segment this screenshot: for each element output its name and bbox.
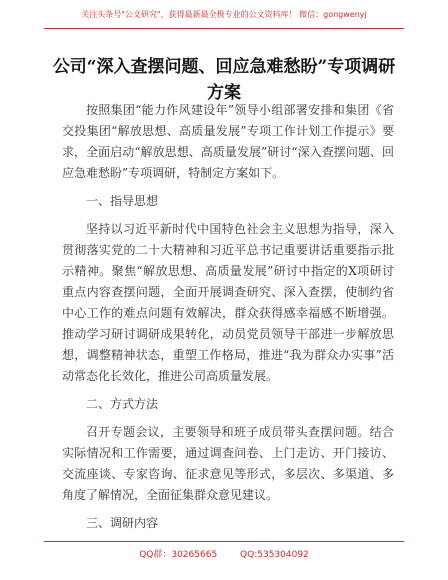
header-divider (44, 28, 404, 29)
footer-divider (44, 541, 404, 542)
header-promo-text: 关注头条号"公文研究"，获得最新最全极专业的公文资料库！ 微信：gongwenyj (81, 10, 367, 19)
section-heading-methods: 二、方式方法 (86, 397, 159, 411)
footer-qq-group: QQ群：30265665 (139, 550, 218, 560)
document-body (62, 100, 394, 541)
section-paragraph-methods: 召开专题会议，主要领导和班子成员带头查摆问题。结合实际情况和工作需要，通过调查问卷、上门走访、开门接访、交流座谈、专家咨询、征求意见等形式，多层次、多渠道、多角度了解情况，全面征集群众意见建议。 (62, 425, 394, 502)
section-heading-guiding-ideology: 一、指导思想 (86, 194, 159, 208)
page-footer (0, 547, 448, 560)
footer-qq: QQ:535304092 (240, 550, 309, 560)
document-title: 公司“深入查摆问题、回应急难愁盼”专项调研方案 (52, 57, 396, 103)
intro-paragraph: 按照集团“能力作风建设年”领导小组部署安排和集团《省交投集团“解放思想、高质量发展”专项工作计划工作提示》要求，全面启动“解放思想、高质量发展”研讨“深入查摆问题、回应急难愁盼”专项调研，特制定方案如下。 (62, 103, 394, 180)
section-paragraph-guiding-ideology: 坚持以习近平新时代中国特色社会主义思想为指导，深入贯彻落实党的二十大精神和习近平总书记重要讲话重要指示批示精神。聚焦“解放思想、高质量发展”研讨中指定的X项研讨重点内容查摆问题，全面开展调查研究、深入查摆，使制约省中心工作的难点问题有效解决，群众获得感幸福感不断增强。推动学习研讨调研成果转化，动员党员领导干部进一步解放思想，调整精神状态，重塑工作格局，推进“我为群众办实事”活动常态化长效化，推进公司高质量发展。 (62, 222, 394, 383)
section-heading-research-content: 三、调研内容 (86, 516, 159, 530)
